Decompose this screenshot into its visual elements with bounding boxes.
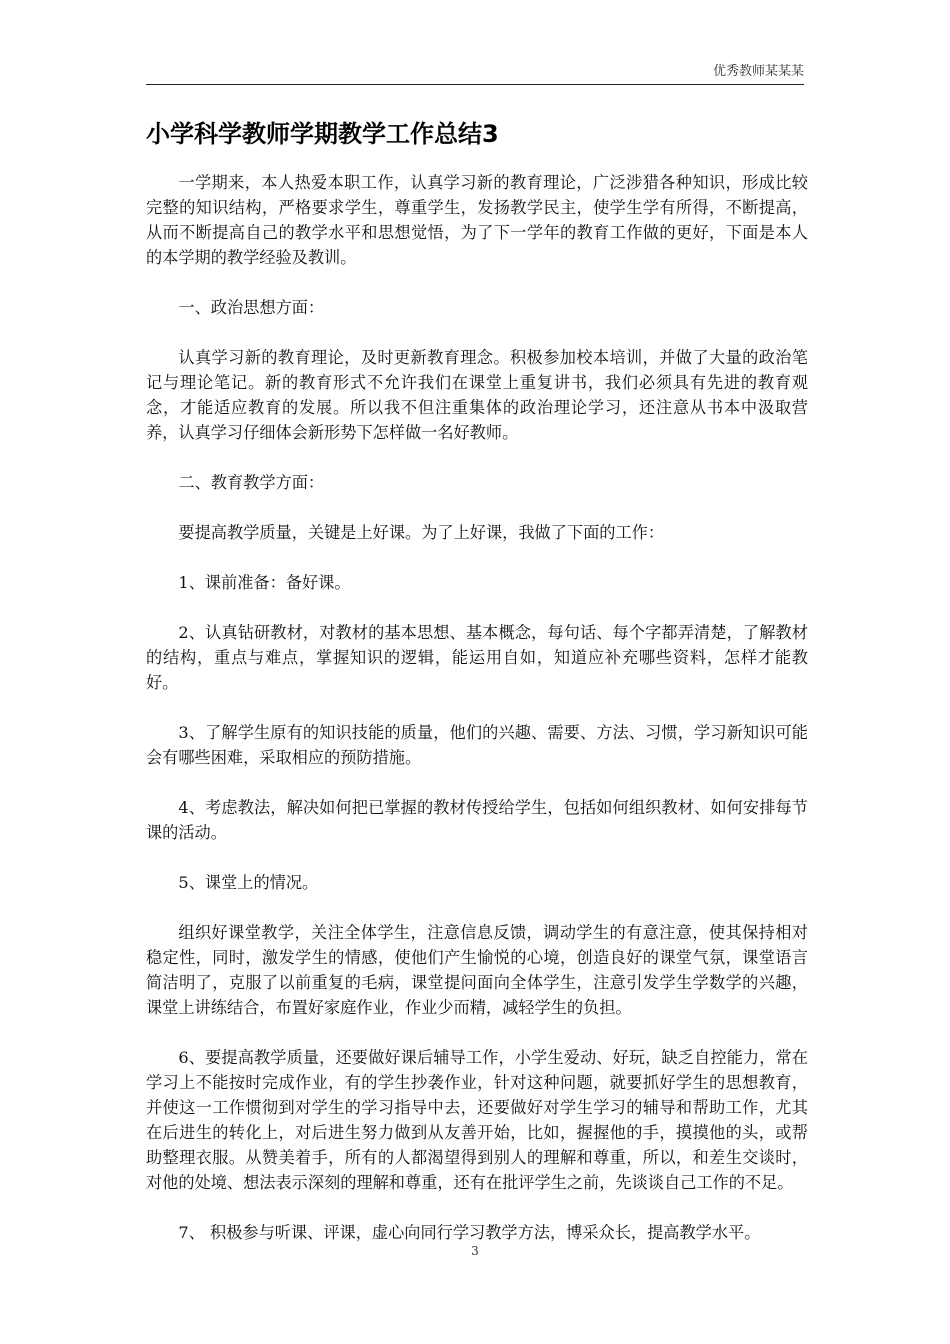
page-number: 3 (471, 1244, 479, 1258)
list-item-3: 3、了解学生原有的知识技能的质量，他们的兴趣、需要、方法、习惯，学习新知识可能会有哪些困难，采取相应的预防措施。 (146, 723, 808, 767)
section-heading-teaching: 二、教育教学方面： (178, 473, 325, 492)
paragraph-classroom: 组织好课堂教学，关注全体学生，注意信息反馈，调动学生的有意注意，使其保持相对稳定性，同时，激发学生的情感，使他们产生愉悦的心境，创造良好的课堂气氛，课堂语言简洁明了，克服了以前重复的毛病，课堂提问面向全体学生，注意引发学生学数学的兴趣，课堂上讲练结合，布置好家庭作业，作业少而精，减轻学生的负担。 (146, 923, 808, 1017)
paragraph-intro: 一学期来，本人热爱本职工作，认真学习新的教育理论，广泛涉猎各种知识，形成比较完整的知识结构，严格要求学生，尊重学生，发扬教学民主，使学生学有所得，不断提高，从而不断提高自己的教学水平和思想觉悟，为了下一学年的教育工作做的更好，下面是本人的本学期的教学经验及教训。 (146, 173, 808, 267)
list-item-6: 6、要提高教学质量，还要做好课后辅导工作，小学生爱动、好玩，缺乏自控能力，常在学习上不能按时完成作业，有的学生抄袭作业，针对这种问题，就要抓好学生的思想教育，并使这一工作惯彻到对学生的学习指导中去，还要做好对学生学习的辅导和帮助工作，尤其在后进生的转化上，对后进生努力做到从友善开始，比如，握握他的手，摸摸他的头，或帮助整理衣服。从赞美着手，所有的人都渴望得到别人的理解和尊重，所以，和差生交谈时，对他的处境、想法表示深刻的理解和尊重，还有在批评学生之前，先谈谈自己工作的不足。 (146, 1048, 808, 1192)
list-item-1: 1、课前准备：备好课。 (178, 573, 351, 592)
paragraph-teaching-intro: 要提高教学质量，关键是上好课。为了上好课，我做了下面的工作： (178, 523, 665, 542)
document-title: 小学科学教师学期教学工作总结3 (146, 120, 499, 148)
paragraph-political: 认真学习新的教育理论，及时更新教育理念。积极参加校本培训，并做了大量的政治笔记与理论笔记。新的教育形式不允许我们在课堂上重复讲书，我们必须具有先进的教育观念，才能适应教育的发展。所以我不但注重集体的政治理论学习，还注意从书本中汲取营养，认真学习仔细体会新形势下怎样做一名好教师。 (146, 348, 808, 442)
list-item-2: 2、认真钻研教材，对教材的基本思想、基本概念，每句话、每个字都弄清楚，了解教材的结构，重点与难点，掌握知识的逻辑，能运用自如，知道应补充哪些资料，怎样才能教好。 (146, 623, 808, 692)
section-heading-political: 一、政治思想方面： (178, 298, 325, 317)
page-footer (0, 1244, 950, 1258)
list-item-7: 7、 积极参与听课、评课，虚心向同行学习教学方法，博采众长，提高教学水平。 (178, 1223, 761, 1242)
list-item-4: 4、考虑教法，解决如何把已掌握的教材传授给学生，包括如何组织教材、如何安排每节课的活动。 (146, 798, 808, 842)
document-body (146, 170, 808, 1270)
header-author: 优秀教师某某某 (712, 64, 804, 79)
list-item-5: 5、课堂上的情况。 (178, 873, 319, 892)
page-header (146, 62, 804, 85)
